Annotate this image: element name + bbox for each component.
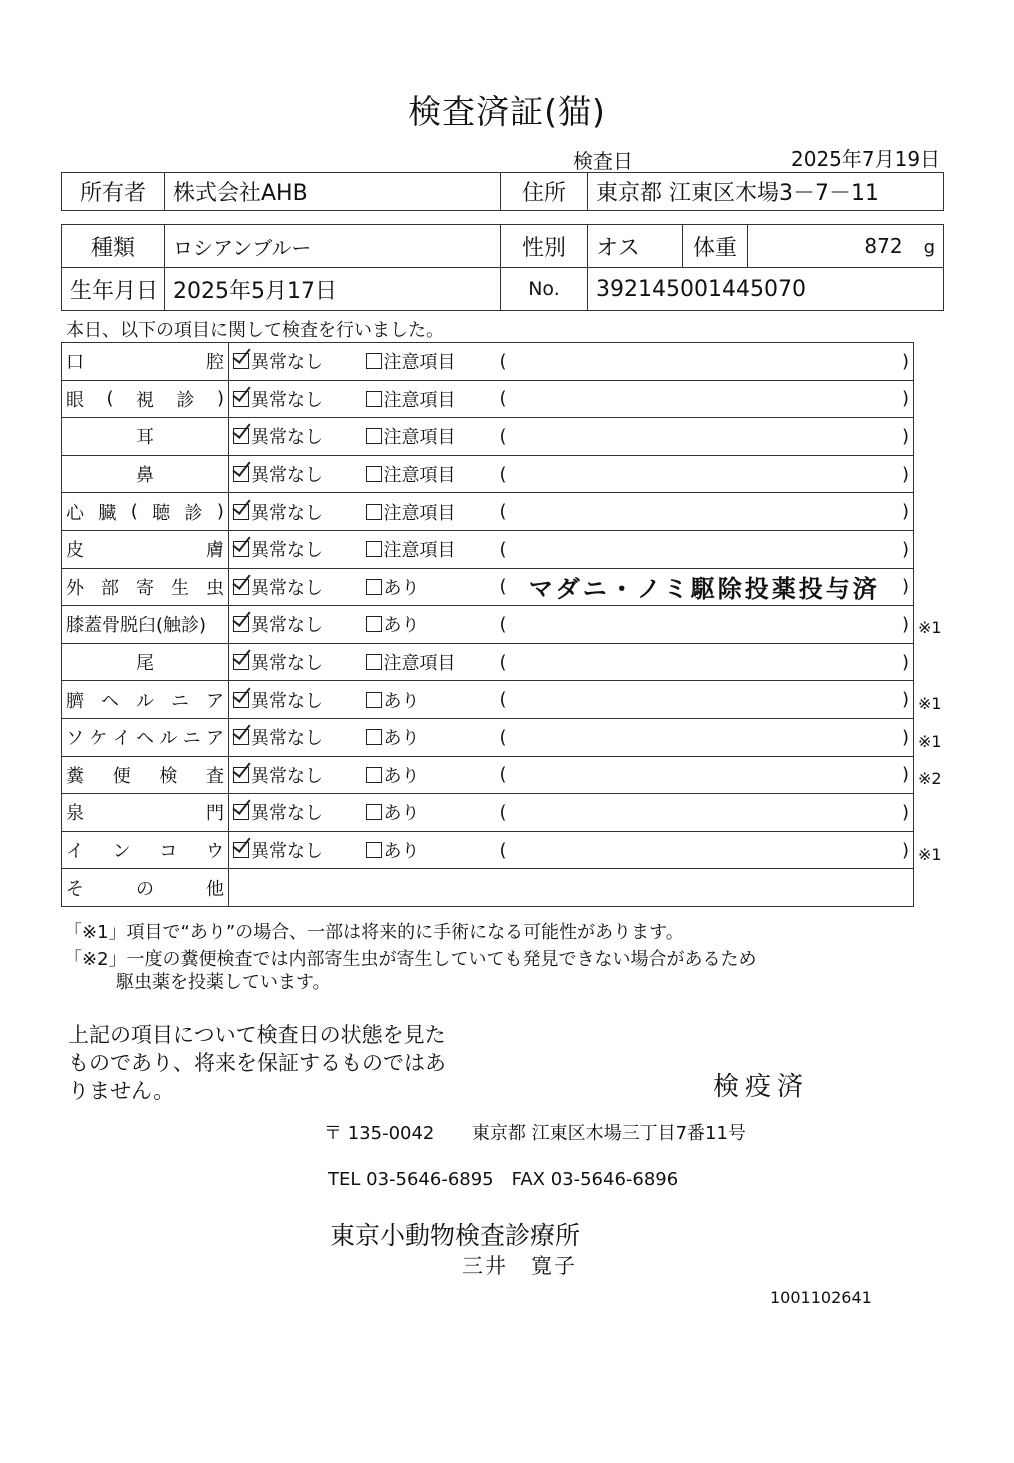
check-item-label (62, 869, 229, 907)
check-item-label-char: 生 (171, 577, 189, 599)
weight-unit: g (923, 236, 935, 258)
remarks-cell (496, 493, 914, 531)
inspection-date-label: 検査日 (573, 149, 633, 173)
check-item-label-char: 心 (66, 502, 84, 524)
pet-table (61, 224, 944, 311)
check-item-label (62, 568, 229, 606)
address-value: 東京都 江東区木場3－7－11 (588, 173, 944, 211)
check-item-label (62, 831, 229, 869)
check-row (62, 831, 914, 869)
remarks-cell (496, 380, 914, 418)
owner-label: 所有者 (62, 173, 165, 211)
normal-option[interactable] (233, 348, 323, 374)
check-row (62, 794, 914, 832)
close-paren: ) (901, 463, 909, 485)
normal-option-cell (229, 343, 362, 381)
checked-checkbox-icon[interactable] (233, 504, 249, 520)
check-item-label-char: 鼻 (136, 465, 154, 487)
check-item-label-char: ン (112, 841, 131, 863)
checked-checkbox-icon[interactable] (233, 353, 249, 369)
check-item-label-char: 皮 (66, 540, 84, 562)
close-paren: ) (901, 501, 909, 523)
normal-option-label: 異常なし (251, 502, 323, 524)
check-item-label-char: 泉 (66, 803, 84, 825)
weight-cell (748, 225, 944, 268)
no-value: 392145001445070 (588, 268, 944, 311)
check-item-label (62, 493, 229, 531)
checked-checkbox-icon[interactable] (233, 729, 249, 745)
check-item-label-char: 口 (66, 352, 84, 374)
owner-value: 株式会社AHB (165, 173, 501, 211)
remarks-cell (496, 681, 914, 719)
breed-value: ロシアンブルー (165, 225, 501, 268)
attention-option-label: あり (383, 690, 420, 712)
close-paren: ) (901, 576, 909, 598)
attention-option-label: あり (383, 803, 420, 825)
attention-option[interactable] (366, 687, 420, 713)
check-item-label-char: 臓 (98, 502, 117, 524)
attention-option[interactable] (366, 724, 420, 750)
checkbox-icon[interactable] (366, 353, 382, 369)
check-row (62, 643, 914, 681)
open-paren: ( (499, 538, 507, 560)
normal-option[interactable] (233, 837, 323, 863)
check-item-label-char: 聴 (152, 502, 171, 524)
check-item-label (62, 606, 229, 644)
normal-option[interactable] (233, 536, 323, 562)
normal-option[interactable] (233, 461, 323, 487)
clinic-address-line (324, 1119, 746, 1145)
attention-option-cell (362, 643, 496, 681)
normal-option-label: 異常なし (251, 728, 323, 750)
normal-option-cell (229, 831, 362, 869)
remarks-cell (496, 530, 914, 568)
check-item-label-char: 耳 (136, 427, 154, 449)
check-item-label-char: 視 (136, 389, 154, 411)
attention-option-label: 注意項目 (383, 540, 456, 562)
check-item-label-char: コ (159, 841, 178, 863)
checkbox-icon[interactable] (366, 504, 382, 520)
attention-option-cell (362, 418, 496, 456)
clinic-tel-fax: TEL 03-5646-6895 FAX 03-5646-6896 (328, 1169, 679, 1190)
checked-checkbox-icon[interactable] (233, 842, 249, 858)
attention-option-cell (362, 568, 496, 606)
check-item-label-char: ヘ (101, 690, 119, 712)
check-item-label-char: 検 (159, 765, 178, 787)
clinic-name: 東京小動物検査診療所 (330, 1221, 581, 1250)
check-row (62, 606, 914, 644)
close-paren: ) (901, 651, 909, 673)
check-item-label-char: 診 (184, 502, 203, 524)
footnote-reference-mark: ※1 (918, 845, 942, 865)
normal-option-label: 異常なし (251, 465, 323, 487)
normal-option-label: 異常なし (251, 540, 323, 562)
checkbox-icon[interactable] (366, 616, 382, 632)
check-item-label-char: ソ (66, 728, 84, 750)
open-paren: ( (499, 463, 507, 485)
checkbox-icon[interactable] (366, 466, 382, 482)
normal-option-label: 異常なし (251, 841, 323, 863)
open-paren: ( (499, 501, 507, 523)
normal-option[interactable] (233, 649, 323, 675)
inspection-date: 2025年7月19日 (791, 147, 941, 171)
attention-option-cell (362, 756, 496, 794)
check-item-label (62, 343, 229, 381)
attention-option-label: 注意項目 (383, 389, 456, 411)
normal-option-cell (229, 756, 362, 794)
check-row (62, 718, 914, 756)
check-item-label-char: そ (66, 878, 84, 900)
attention-option-cell (362, 718, 496, 756)
remarks-cell (496, 756, 914, 794)
check-item-label (62, 756, 229, 794)
remarks-cell (496, 606, 914, 644)
attention-option[interactable] (366, 536, 456, 562)
normal-option-cell (229, 530, 362, 568)
check-item-label-char: ( (130, 501, 138, 523)
attention-option-label: あり (383, 577, 420, 599)
open-paren: ( (499, 839, 507, 861)
checked-checkbox-icon[interactable] (233, 391, 249, 407)
open-paren: ( (499, 388, 507, 410)
close-paren: ) (901, 350, 909, 372)
clinic-postal: 〒 135-0042 (324, 1123, 435, 1144)
normal-option-cell (229, 643, 362, 681)
other-findings-cell (229, 869, 914, 907)
open-paren: ( (499, 689, 507, 711)
close-paren: ) (901, 425, 909, 447)
attention-option[interactable] (366, 423, 456, 449)
normal-option-label: 異常なし (251, 577, 323, 599)
check-item-label-char: 腔 (206, 352, 224, 374)
check-item-label-char: 眼 (66, 389, 84, 411)
normal-option[interactable] (233, 499, 323, 525)
open-paren: ( (499, 425, 507, 447)
check-item-label (62, 794, 229, 832)
check-row (62, 756, 914, 794)
checked-checkbox-icon[interactable] (233, 428, 249, 444)
normal-option-cell (229, 380, 362, 418)
check-item-label (62, 643, 229, 681)
checked-checkbox-icon[interactable] (233, 767, 249, 783)
normal-option-label: 異常なし (251, 427, 323, 449)
footnote-1: 「※1」項目で“あり”の場合、一部は将来的に手術になる可能性があります。 (64, 922, 684, 943)
attention-option[interactable] (366, 799, 420, 825)
normal-option-label: 異常なし (251, 615, 323, 637)
normal-option-cell (229, 794, 362, 832)
remarks-cell (496, 794, 914, 832)
sex-label: 性別 (501, 225, 588, 268)
check-row (62, 530, 914, 568)
normal-option-cell (229, 606, 362, 644)
remarks-cell (496, 643, 914, 681)
normal-option-label: 異常なし (251, 389, 323, 411)
normal-option-cell (229, 493, 362, 531)
normal-option-cell (229, 718, 362, 756)
check-item-label-char: 虫 (206, 577, 224, 599)
normal-option[interactable] (233, 423, 323, 449)
attention-option-cell (362, 681, 496, 719)
checkbox-icon[interactable] (366, 579, 382, 595)
check-item-label-char: ) (216, 501, 224, 523)
footnote-reference-mark: ※2 (918, 769, 942, 789)
check-item-label-char: イ (66, 841, 84, 863)
attention-option[interactable] (366, 837, 420, 863)
checkbox-icon[interactable] (366, 654, 382, 670)
checkbox-icon[interactable] (366, 729, 382, 745)
normal-option-cell (229, 681, 362, 719)
open-paren: ( (499, 726, 507, 748)
attention-option[interactable] (366, 762, 420, 788)
normal-option-cell (229, 455, 362, 493)
weight-label: 体重 (683, 225, 748, 268)
footnote-reference-mark: ※1 (918, 617, 942, 637)
attention-option[interactable] (366, 348, 456, 374)
attention-option-label: 注意項目 (383, 502, 456, 524)
close-paren: ) (901, 689, 909, 711)
remarks-cell (496, 418, 914, 456)
check-item-label-char: 門 (206, 803, 224, 825)
normal-option-label: 異常なし (251, 653, 323, 675)
check-item-label-char: イ (112, 728, 131, 750)
attention-option[interactable] (366, 611, 420, 637)
check-item-label-char: 寄 (136, 577, 154, 599)
check-item-label-char: の (136, 878, 154, 900)
check-item-label-char: ケ (89, 728, 108, 750)
checkbox-icon[interactable] (366, 428, 382, 444)
remarks-cell (496, 455, 914, 493)
check-item-label-char: ヘ (135, 728, 154, 750)
close-paren: ) (901, 801, 909, 823)
check-item-label (62, 380, 229, 418)
open-paren: ( (499, 613, 507, 635)
intro-text: 本日、以下の項目に関して検査を行いました。 (66, 320, 444, 341)
attention-option[interactable] (366, 499, 456, 525)
attention-option-label: あり (383, 841, 420, 863)
attention-option-label: あり (383, 728, 420, 750)
remarks-cell (496, 568, 914, 606)
sex-value: オス (588, 225, 683, 268)
checked-checkbox-icon[interactable] (233, 616, 249, 632)
remarks-cell (496, 831, 914, 869)
footnote-reference-mark: ※1 (918, 693, 942, 713)
checkbox-icon[interactable] (366, 391, 382, 407)
attention-option-cell (362, 831, 496, 869)
normal-option-label: 異常なし (251, 352, 323, 374)
attention-option[interactable] (366, 461, 456, 487)
normal-option[interactable] (233, 762, 323, 788)
check-item-label-char: ア (205, 728, 224, 750)
check-item-label-char: 他 (206, 878, 224, 900)
normal-option[interactable] (233, 386, 323, 412)
weight-value: 872 (864, 233, 903, 258)
checked-checkbox-icon[interactable] (233, 654, 249, 670)
check-item-label-char: ア (206, 690, 224, 712)
check-row (62, 493, 914, 531)
attention-option-label: あり (383, 615, 420, 637)
checkbox-icon[interactable] (366, 842, 382, 858)
open-paren: ( (499, 764, 507, 786)
attention-option-label: あり (383, 765, 420, 787)
footnote-2-line1: 「※2」一度の糞便検査では内部寄生虫が寄生していても発見できない場合があるため (64, 949, 757, 970)
check-row (62, 568, 914, 606)
normal-option[interactable] (233, 611, 323, 637)
birth-label: 生年月日 (62, 268, 165, 311)
check-row (62, 681, 914, 719)
close-paren: ) (901, 726, 909, 748)
check-item-label-char: ウ (205, 841, 224, 863)
check-item-label-char: 便 (112, 765, 131, 787)
normal-option[interactable] (233, 574, 323, 600)
checkbox-icon[interactable] (366, 692, 382, 708)
close-paren: ) (901, 388, 909, 410)
checkbox-icon[interactable] (366, 804, 382, 820)
address-label: 住所 (501, 173, 588, 211)
normal-option-label: 異常なし (251, 690, 323, 712)
check-item-label (62, 530, 229, 568)
attention-option-cell (362, 530, 496, 568)
checked-checkbox-icon[interactable] (233, 692, 249, 708)
attention-option[interactable] (366, 649, 456, 675)
normal-option-cell (229, 418, 362, 456)
check-item-label-char: 臍 (66, 690, 84, 712)
check-item-label-char: 膚 (206, 540, 224, 562)
check-row (62, 869, 914, 907)
check-row (62, 455, 914, 493)
normal-option-label: 異常なし (251, 803, 323, 825)
check-item-label-char: ル (159, 728, 178, 750)
attention-option-label: 注意項目 (383, 653, 456, 675)
attention-option-cell (362, 606, 496, 644)
check-item-label-char: 査 (205, 765, 224, 787)
check-item-label (62, 418, 229, 456)
attention-option-cell (362, 794, 496, 832)
checked-checkbox-icon[interactable] (233, 579, 249, 595)
attention-option[interactable] (366, 386, 456, 412)
document-title: 検査済証(猫) (408, 92, 606, 131)
remarks-text: マダニ・ノミ駆除投薬投与済 (528, 575, 880, 604)
close-paren: ) (901, 538, 909, 560)
normal-option[interactable] (233, 799, 323, 825)
breed-label: 種類 (62, 225, 165, 268)
close-paren: ) (901, 613, 909, 635)
remarks-cell (496, 343, 914, 381)
check-item-label-char: 膝蓋骨脱臼(触診) (66, 615, 207, 637)
veterinarian-name: 三井 寛子 (462, 1254, 577, 1278)
normal-option[interactable] (233, 724, 323, 750)
disclaimer-statement: 上記の項目について検査日の状態を見たものであり、将来を保証するものではありません。 (68, 1023, 446, 1103)
check-item-label-char: 部 (101, 577, 119, 599)
checked-checkbox-icon[interactable] (233, 541, 249, 557)
open-paren: ( (499, 651, 507, 673)
open-paren: ( (499, 801, 507, 823)
birth-value: 2025年5月17日 (165, 268, 501, 311)
quarantine-stamp-text: 検疫済 (713, 1072, 810, 1102)
check-row (62, 343, 914, 381)
check-item-label-char: ( (106, 388, 114, 410)
checkbox-icon[interactable] (366, 767, 382, 783)
check-item-label-char: 糞 (66, 765, 84, 787)
check-item-label-char: ニ (171, 690, 189, 712)
check-item-label (62, 718, 229, 756)
check-item-label-char: 診 (176, 389, 195, 411)
footnote-2-line2: 駆虫薬を投薬しています。 (116, 972, 331, 993)
open-paren: ( (499, 350, 507, 372)
serial-number: 1001102641 (770, 1288, 872, 1307)
open-paren: ( (499, 576, 507, 598)
check-item-label (62, 681, 229, 719)
attention-option[interactable] (366, 574, 420, 600)
checked-checkbox-icon[interactable] (233, 804, 249, 820)
normal-option[interactable] (233, 687, 323, 713)
checkbox-icon[interactable] (366, 541, 382, 557)
close-paren: ) (901, 764, 909, 786)
no-label: No. (501, 268, 588, 311)
check-item-label-char: ル (136, 690, 154, 712)
check-row (62, 380, 914, 418)
normal-option-label: 異常なし (251, 765, 323, 787)
check-item-label-char: ニ (182, 728, 201, 750)
close-paren: ) (901, 839, 909, 861)
clinic-address: 東京都 江東区木場三丁目7番11号 (471, 1123, 746, 1144)
attention-option-cell (362, 455, 496, 493)
check-item-label-char: 外 (66, 577, 84, 599)
normal-option-cell (229, 568, 362, 606)
attention-option-cell (362, 493, 496, 531)
owner-table (61, 172, 944, 211)
attention-option-label: 注意項目 (383, 465, 456, 487)
check-item-label (62, 455, 229, 493)
attention-option-label: 注意項目 (383, 427, 456, 449)
check-item-label-char: 尾 (136, 653, 154, 675)
checked-checkbox-icon[interactable] (233, 466, 249, 482)
remarks-cell (496, 718, 914, 756)
attention-option-cell (362, 380, 496, 418)
check-item-label-char: ) (216, 388, 224, 410)
check-row (62, 418, 914, 456)
footnote-reference-mark: ※1 (918, 731, 942, 751)
attention-option-label: 注意項目 (383, 352, 456, 374)
check-table (61, 342, 914, 907)
attention-option-cell (362, 343, 496, 381)
